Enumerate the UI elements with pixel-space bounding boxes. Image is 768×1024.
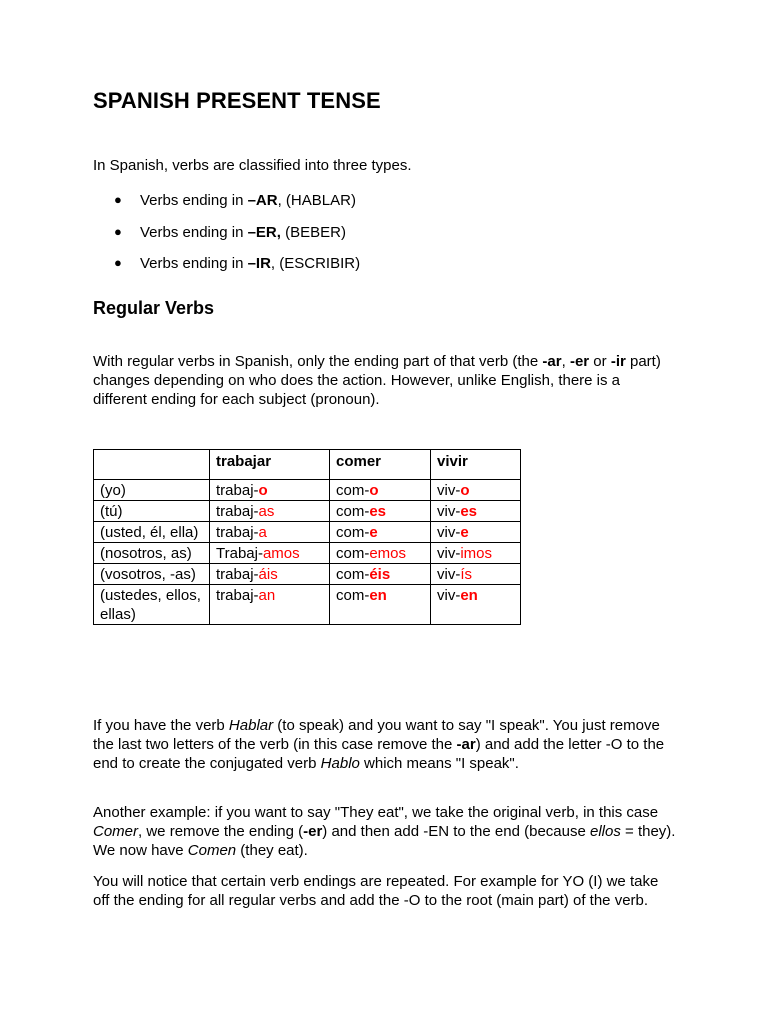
conjugation-cell (330, 522, 431, 543)
subject-cell: (vosotros, -as) (94, 564, 210, 585)
verb-stem: com- (336, 566, 370, 583)
conjugation-cell (330, 585, 431, 625)
conjugation-cell (431, 480, 521, 501)
conjugation-cell (210, 543, 330, 564)
paragraph-hablar-example: If you have the verb Hablar (to speak) and you want to say "I speak". You just remove the last two letters of the verb (in this case remove the -ar) and add the letter -O to the end to create the conjugated verb Hablo which means "I speak". (93, 717, 665, 772)
subject-cell: (nosotros, as) (94, 543, 210, 564)
table-row (94, 480, 521, 501)
header-cell: trabajar (210, 450, 330, 480)
verb-stem: com- (336, 503, 370, 520)
verb-stem: Trabaj- (216, 545, 263, 562)
conjugation-cell (431, 585, 521, 625)
list-item: ● Verbs ending in –IR, (ESCRIBIR) (114, 255, 361, 272)
conjugation-cell (431, 564, 521, 585)
header-cell (94, 450, 210, 480)
verb-ending: o (460, 482, 470, 499)
verb-ending: en (369, 587, 387, 604)
verb-ending: ís (460, 566, 472, 583)
verb-stem: com- (336, 587, 370, 604)
verb-stem: trabaj- (216, 566, 259, 583)
verb-stem: trabaj- (216, 503, 259, 520)
verb-ending: e (369, 524, 378, 541)
paragraph-repeated-endings: You will notice that certain verb endings are repeated. For example for YO (I) we take off the ending for all regular verbs and add the -O to the root (main part) of the verb. (93, 873, 659, 909)
conjugation-cell (210, 501, 330, 522)
section-heading: Regular Verbs (93, 298, 215, 318)
verb-ending: es (460, 503, 478, 520)
verb-stem: com- (336, 524, 370, 541)
conjugation-cell (210, 522, 330, 543)
verb-types-list (93, 192, 360, 287)
bullet-icon: ● (114, 223, 122, 239)
verb-ending: emos (369, 545, 407, 562)
conjugation-cell (330, 480, 431, 501)
verb-stem: viv- (437, 545, 461, 562)
verb-stem: viv- (437, 482, 461, 499)
table-header-row (94, 450, 521, 480)
verb-ending: o (258, 482, 268, 499)
verb-stem: viv- (437, 524, 461, 541)
verb-ending: an (258, 587, 276, 604)
verb-stem: viv- (437, 566, 461, 583)
verb-ending: as (258, 503, 275, 520)
header-cell: comer (330, 450, 431, 480)
conjugation-cell (431, 543, 521, 564)
table-row (94, 585, 521, 625)
conjugation-cell (330, 543, 431, 564)
table-row (94, 543, 521, 564)
verb-stem: viv- (437, 587, 461, 604)
verb-stem: com- (336, 545, 370, 562)
paragraph-comer-example: Another example: if you want to say "They eat", we take the original verb, in this case Comer, we remove the ending (-er) and then add -EN to the end (because ellos = they). We now have Comen (they eat). (93, 804, 676, 859)
list-item: ● Verbs ending in –AR, (HABLAR) (114, 192, 356, 209)
verb-ending: e (460, 524, 469, 541)
verb-stem: com- (336, 482, 370, 499)
page-title: SPANISH PRESENT TENSE (93, 88, 381, 113)
verb-stem: viv- (437, 503, 461, 520)
paragraph-regular-verbs: With regular verbs in Spanish, only the ending part of that verb (the -ar, -er or -ir part) changes depending on who does the action. However, unlike English, there is a different ending for each subject (pronoun). (93, 353, 661, 408)
verb-stem: trabaj- (216, 482, 259, 499)
subject-cell: (usted, él, ella) (94, 522, 210, 543)
verb-ending: imos (460, 545, 492, 562)
conjugation-cell (330, 501, 431, 522)
table-row (94, 564, 521, 585)
subject-cell: (tú) (94, 501, 210, 522)
bullet-icon: ● (114, 255, 122, 270)
table-row (94, 501, 521, 522)
conjugation-table (93, 449, 521, 625)
verb-ending: éis (369, 566, 391, 583)
conjugation-cell (210, 480, 330, 501)
verb-ending: áis (258, 566, 278, 583)
verb-ending: es (369, 503, 387, 520)
verb-stem: trabaj- (216, 587, 259, 604)
subject-cell: (ustedes, ellos, ellas) (94, 585, 210, 625)
list-item: ● Verbs ending in –ER, (BEBER) (114, 223, 346, 241)
conjugation-cell (330, 564, 431, 585)
conjugation-cell (431, 501, 521, 522)
header-cell: vivir (431, 450, 521, 480)
verb-stem: trabaj- (216, 524, 259, 541)
verb-ending: a (258, 524, 267, 541)
conjugation-cell (210, 585, 330, 625)
conjugation-cell (210, 564, 330, 585)
bullet-icon: ● (114, 192, 122, 207)
table-row (94, 522, 521, 543)
verb-ending: en (460, 587, 478, 604)
verb-ending: o (369, 482, 379, 499)
verb-ending: amos (262, 545, 300, 562)
conjugation-cell (431, 522, 521, 543)
subject-cell: (yo) (94, 480, 210, 501)
intro-text: In Spanish, verbs are classified into three types. (93, 157, 412, 174)
